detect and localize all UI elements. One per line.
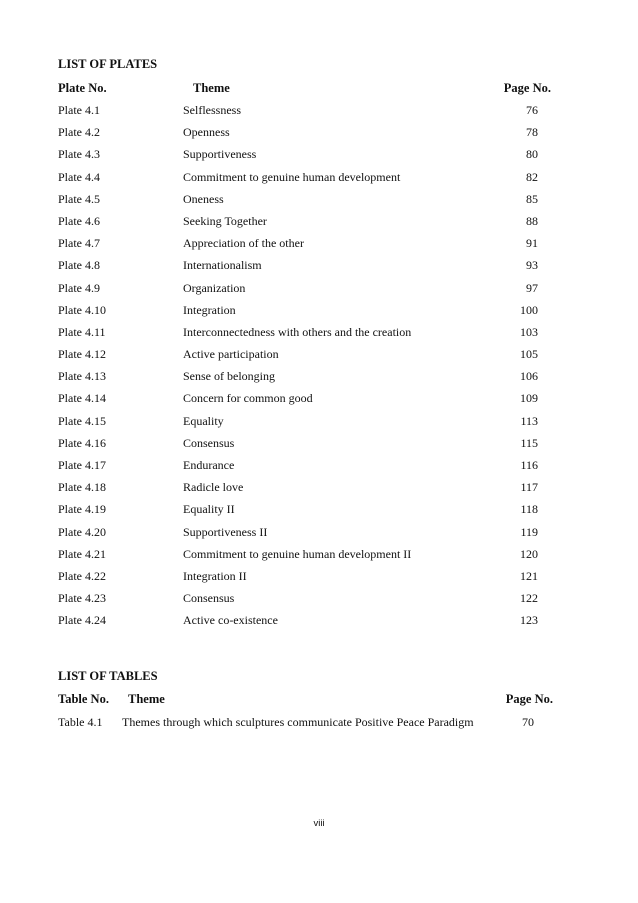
plate-no: Plate 4.2 bbox=[58, 125, 100, 140]
plate-row bbox=[58, 170, 558, 192]
plate-theme: Equality II bbox=[183, 502, 235, 517]
plate-no: Plate 4.13 bbox=[58, 369, 106, 384]
plate-no: Plate 4.19 bbox=[58, 502, 106, 517]
plate-row bbox=[58, 303, 558, 325]
plate-row bbox=[58, 258, 558, 280]
plate-no: Plate 4.11 bbox=[58, 324, 106, 339]
tables-col-theme: Theme bbox=[128, 692, 165, 706]
plate-row bbox=[58, 192, 558, 214]
plate-theme: Radicle love bbox=[183, 480, 244, 495]
plate-page: 97 bbox=[526, 280, 538, 295]
plate-page: 118 bbox=[520, 502, 538, 517]
plate-theme: Active participation bbox=[183, 347, 279, 362]
plate-row bbox=[58, 347, 558, 369]
tables-col-table-no: Table No. bbox=[58, 692, 109, 706]
plates-col-page-no: Page No. bbox=[503, 81, 551, 95]
plate-theme: Equality bbox=[183, 413, 224, 428]
plate-theme: Internationalism bbox=[183, 258, 262, 273]
plate-theme: Interconnectedness with others and the creation bbox=[183, 324, 412, 339]
plate-no: Plate 4.8 bbox=[58, 258, 100, 273]
plates-list bbox=[58, 103, 558, 636]
plate-theme: Concern for common good bbox=[183, 391, 313, 406]
plates-col-theme: Theme bbox=[193, 81, 230, 95]
plate-theme: Integration II bbox=[183, 568, 247, 583]
plate-no: Plate 4.17 bbox=[58, 458, 106, 472]
plate-page: 100 bbox=[520, 302, 538, 317]
plate-theme: Consensus bbox=[183, 591, 235, 606]
plate-no: Plate 4.24 bbox=[58, 613, 106, 628]
plate-theme: Endurance bbox=[183, 458, 235, 472]
plate-row bbox=[58, 214, 558, 236]
plate-page: 113 bbox=[520, 413, 538, 428]
plate-row bbox=[58, 458, 558, 480]
plate-page: 122 bbox=[520, 591, 538, 606]
plate-row bbox=[58, 125, 558, 147]
plate-theme: Appreciation of the other bbox=[183, 236, 304, 251]
tables-heading: LIST OF TABLES bbox=[58, 669, 158, 683]
plate-no: Plate 4.21 bbox=[58, 546, 106, 561]
plate-row bbox=[58, 236, 558, 258]
plate-theme: Seeking Together bbox=[183, 213, 267, 228]
plate-row bbox=[58, 281, 558, 303]
plate-no: Plate 4.12 bbox=[58, 347, 106, 362]
plate-page: 85 bbox=[526, 191, 538, 206]
plate-no: Plate 4.22 bbox=[58, 568, 106, 583]
plate-page: 78 bbox=[526, 125, 538, 140]
plate-theme: Oneness bbox=[183, 191, 224, 206]
plate-page: 88 bbox=[526, 213, 538, 228]
plate-no: Plate 4.3 bbox=[58, 147, 100, 162]
plate-no: Plate 4.18 bbox=[58, 480, 106, 495]
plate-row bbox=[58, 369, 558, 391]
plate-page: 93 bbox=[526, 258, 538, 273]
plate-no: Plate 4.9 bbox=[58, 280, 100, 295]
plate-row bbox=[58, 591, 558, 613]
plate-no: Plate 4.6 bbox=[58, 213, 100, 228]
table-no: Table 4.1 bbox=[58, 715, 103, 729]
plate-page: 103 bbox=[520, 324, 538, 339]
plate-no: Plate 4.10 bbox=[58, 302, 106, 317]
plate-row bbox=[58, 147, 558, 169]
plate-page: 76 bbox=[526, 103, 538, 117]
plate-page: 120 bbox=[520, 546, 538, 561]
plate-row bbox=[58, 414, 558, 436]
plate-row bbox=[58, 502, 558, 524]
plates-heading: LIST OF PLATES bbox=[58, 57, 158, 71]
plate-row bbox=[58, 525, 558, 547]
plate-theme: Integration bbox=[183, 302, 236, 317]
plate-page: 116 bbox=[520, 458, 538, 472]
table-row bbox=[58, 715, 558, 731]
plate-no: Plate 4.5 bbox=[58, 191, 100, 206]
plate-page: 82 bbox=[526, 169, 538, 184]
plate-theme: Sense of belonging bbox=[183, 369, 275, 384]
plate-row bbox=[58, 547, 558, 569]
plate-page: 119 bbox=[520, 524, 538, 539]
plate-page: 106 bbox=[520, 369, 538, 384]
plate-theme: Supportiveness bbox=[183, 147, 257, 162]
plate-no: Plate 4.1 bbox=[58, 103, 100, 117]
plate-no: Plate 4.23 bbox=[58, 591, 106, 606]
plate-no: Plate 4.20 bbox=[58, 524, 106, 539]
plate-row bbox=[58, 103, 558, 125]
plate-page: 80 bbox=[526, 147, 538, 162]
plate-no: Plate 4.7 bbox=[58, 236, 100, 251]
plate-theme: Consensus bbox=[183, 435, 235, 450]
tables-col-page-no: Page No. bbox=[505, 692, 553, 706]
plate-no: Plate 4.15 bbox=[58, 413, 106, 428]
plate-no: Plate 4.4 bbox=[58, 169, 100, 184]
plate-row bbox=[58, 480, 558, 502]
plate-page: 109 bbox=[520, 391, 538, 406]
plate-row bbox=[58, 436, 558, 458]
plate-row bbox=[58, 569, 558, 591]
table-page: 70 bbox=[522, 715, 534, 729]
plate-no: Plate 4.14 bbox=[58, 391, 106, 406]
plate-page: 91 bbox=[526, 236, 538, 251]
page-number: viii bbox=[313, 818, 325, 829]
plate-row bbox=[58, 613, 558, 635]
plate-theme: Openness bbox=[183, 125, 230, 140]
plates-col-plate-no: Plate No. bbox=[58, 81, 107, 95]
plate-theme: Commitment to genuine human development II bbox=[183, 546, 412, 561]
plate-page: 105 bbox=[520, 347, 538, 362]
table-theme: Themes through which sculptures communicate Positive Peace Paradigm bbox=[122, 715, 474, 729]
plate-theme: Commitment to genuine human development bbox=[183, 169, 401, 184]
plate-page: 121 bbox=[520, 568, 538, 583]
plate-theme: Supportiveness II bbox=[183, 524, 268, 539]
plate-theme: Selflessness bbox=[183, 103, 241, 117]
plate-page: 115 bbox=[520, 435, 538, 450]
plate-theme: Active co-existence bbox=[183, 613, 278, 628]
plate-page: 123 bbox=[520, 613, 538, 628]
plate-page: 117 bbox=[520, 480, 538, 495]
plate-row bbox=[58, 325, 558, 347]
plate-no: Plate 4.16 bbox=[58, 435, 106, 450]
plate-row bbox=[58, 391, 558, 413]
plate-theme: Organization bbox=[183, 280, 246, 295]
